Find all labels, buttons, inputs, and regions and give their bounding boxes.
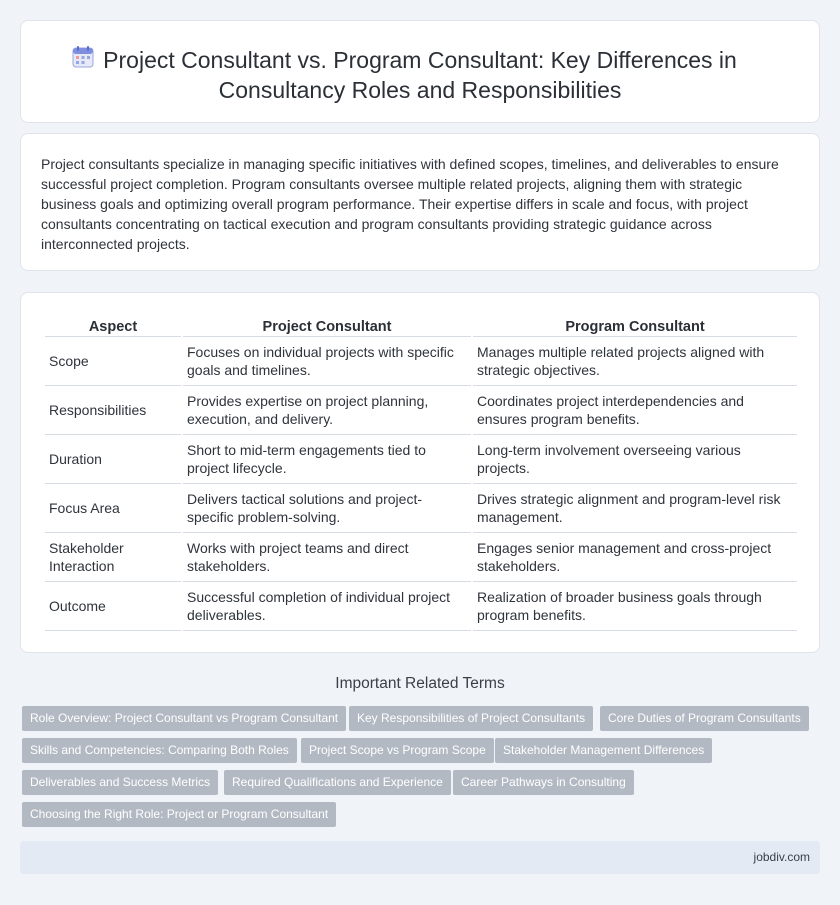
table-cell-aspect: Stakeholder Interaction xyxy=(45,533,181,582)
table-cell-project: Works with project teams and direct stakeholders. xyxy=(183,533,471,582)
column-header-aspect: Aspect xyxy=(45,315,181,337)
footer-site-link[interactable]: jobdiv.com xyxy=(753,850,810,864)
related-terms-heading: Important Related Terms xyxy=(335,675,505,692)
comparison-table-card xyxy=(20,292,820,653)
related-term-tag[interactable]: Choosing the Right Role: Project or Program Consultant xyxy=(22,802,336,827)
table-row xyxy=(45,484,797,533)
related-term-tag[interactable]: Core Duties of Program Consultants xyxy=(600,706,809,731)
table-header-row xyxy=(45,315,797,337)
column-header-project-consultant: Project Consultant xyxy=(183,315,471,337)
table-cell-aspect: Outcome xyxy=(45,582,181,631)
table-cell-program: Engages senior management and cross-project stakeholders. xyxy=(473,533,797,582)
table-row xyxy=(45,386,797,435)
table-row xyxy=(45,533,797,582)
table-row xyxy=(45,435,797,484)
table-cell-aspect: Focus Area xyxy=(45,484,181,533)
table-cell-project: Successful completion of individual project deliverables. xyxy=(183,582,471,631)
related-term-tag[interactable]: Deliverables and Success Metrics xyxy=(22,770,218,795)
column-header-program-consultant: Program Consultant xyxy=(473,315,797,337)
related-term-tag[interactable]: Required Qualifications and Experience xyxy=(224,770,451,795)
related-term-tag[interactable]: Skills and Competencies: Comparing Both Roles xyxy=(22,738,297,763)
table-cell-aspect: Duration xyxy=(45,435,181,484)
related-term-tag[interactable]: Role Overview: Project Consultant vs Program Consultant xyxy=(22,706,346,731)
table-row xyxy=(45,337,797,386)
table-cell-program: Realization of broader business goals through program benefits. xyxy=(473,582,797,631)
related-term-tag[interactable]: Stakeholder Management Differences xyxy=(495,738,712,763)
related-term-tag[interactable]: Key Responsibilities of Project Consultants xyxy=(349,706,593,731)
table-cell-program: Drives strategic alignment and program-level risk management. xyxy=(473,484,797,533)
table-cell-project: Focuses on individual projects with specific goals and timelines. xyxy=(183,337,471,386)
header-card xyxy=(20,20,820,123)
table-cell-program: Manages multiple related projects aligned with strategic objectives. xyxy=(473,337,797,386)
intro-paragraph: Project consultants specialize in managing specific initiatives with defined scopes, timelines, and deliverables to ensure successful project completion. Program consultants oversee multiple related projects, aligning them with strategic business goals and optimizing overall program performance. Their expertise differs in scale and focus, with project consultants concentrating on tactical execution and program consultants providing strategic guidance across interconnected projects. xyxy=(41,156,779,252)
table-cell-project: Delivers tactical solutions and project-specific problem-solving. xyxy=(183,484,471,533)
related-term-tag[interactable]: Project Scope vs Program Scope xyxy=(301,738,494,763)
page-title: Project Consultant vs. Program Consultant: Key Differences in Consultancy Roles and Responsibilities xyxy=(103,47,737,103)
table-cell-program: Long-term involvement overseeing various projects. xyxy=(473,435,797,484)
table-cell-program: Coordinates project interdependencies and ensures program benefits. xyxy=(473,386,797,435)
intro-card xyxy=(20,133,820,271)
comparison-table xyxy=(43,315,799,631)
table-cell-aspect: Responsibilities xyxy=(45,386,181,435)
footer xyxy=(20,841,820,874)
related-term-tag[interactable]: Career Pathways in Consulting xyxy=(453,770,634,795)
table-cell-project: Short to mid-term engagements tied to project lifecycle. xyxy=(183,435,471,484)
table-cell-project: Provides expertise on project planning, execution, and delivery. xyxy=(183,386,471,435)
table-row xyxy=(45,582,797,631)
table-cell-aspect: Scope xyxy=(45,337,181,386)
